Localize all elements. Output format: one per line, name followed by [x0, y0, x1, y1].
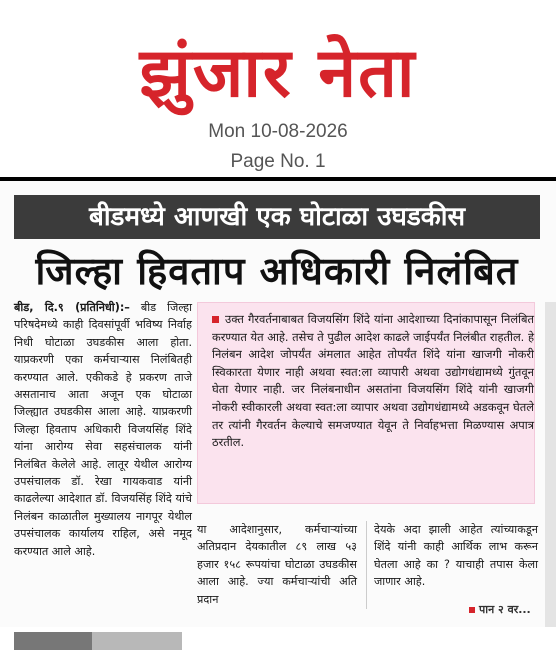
article-column-1 — [14, 299, 192, 560]
article-column-3: देयके अदा झाली आहेत त्यांच्याकडून शिंदे यांनी काही आर्थिक लाभ करून घेतला आहे का ? याचाही तपास केला जाणार आहे. — [374, 523, 538, 589]
page-number: Page No. 1 — [230, 151, 326, 172]
bullet-square-icon — [212, 316, 219, 323]
adjacent-column-edge — [545, 302, 556, 650]
article-column-2: या आदेशानुसार, कर्मचाऱ्यांच्या अतिप्रदान देयकातील ८९ लाख ५३ हजार १५८ रूपयांचा घोटाळा उघडकीस आला आहे. ज्या कर्मचाऱ्यांची अति प्रदान — [197, 523, 357, 606]
continued-text: पान २ वर... — [479, 603, 531, 616]
next-article-photo — [14, 632, 92, 650]
column-1-text: बीड जिल्हा परिषदेमध्ये काही दिवसांपूर्वी भविष्य निर्वाह निधी घोटाळा उघडकीस आला होता. याप्रकरणी एका कर्मचाऱ्यास निलंबितही करण्यात आले. एकीकडे हे प्रकरण ताजे असतानाच आता अजून एक घोटाळा जिल्ह्यात उघडकीस आला आहे. याप्रकरणी जिल्हा हिवताप अधिकारी विजयसिंह शिंदे यांना आरोग्य सेवा सहसंचालक यांनी निलंबित केलेले आहे. लातूर येथील आरोग्य उपसंचालक डॉ. रेखा गायकवाड यांनी काढलेल्या आदेशात डॉ. विजयसिंह शिंदे यांचे निलंबन काळातील मुख्यालय नागपूर येथील उपसंचालक कार्यालय राहिल, असे नमूद करण्यात आले आहे. — [14, 301, 192, 558]
column-divider — [366, 521, 367, 609]
highlight-text: उक्त गैरवर्तनाबाबत विजयसिंग शिंदे यांना आदेशाच्या दिनांकापासून निलंबित करण्यात येत आहे. तसेच ते पुढील आदेश काढले जाईपर्यंत निलंबीत राहतील. हे निलंबन आदेश जोपर्यंत अंमलात आहेत तोपर्यंत शिंदे यांना खाजगी नोकरी स्विकारता येणार नाही अथवा स्वत:ला व्यापारी अथवा उद्योगधंद्यामध्ये गुंतवून घेता येणार नाही. जर निलंबनाधीन असतांना विजयसिंग शिंदे यांनी खाजगी नोकरी स्वीकारली अथवा स्वत:ला व्यापार अथवा उद्योगधंद्यामध्ये अडकवून घेतले तर त्यांनी गैरवर्तन केल्याचे समजण्यात येवून ते निर्वाहभत्ता मिळण्यास अपात्र ठरतील. — [212, 312, 534, 450]
article-headline: जिल्हा हिवताप अधिकारी निलंबित — [35, 249, 519, 293]
issue-date: Mon 10-08-2026 — [208, 121, 348, 142]
masthead — [0, 0, 556, 178]
article-kicker: बीडमध्ये आणखी एक घोटाळा उघडकीस — [14, 195, 540, 239]
newspaper-logo: झुंजार नेता — [139, 34, 417, 113]
highlight-text-block — [212, 311, 534, 452]
highlight-box — [197, 302, 535, 504]
continued-marker — [469, 602, 531, 617]
news-clipping — [0, 181, 556, 650]
next-article-photo-2 — [92, 632, 182, 650]
bullet-square-icon — [469, 607, 475, 613]
article-dateline: बीड, दि.९ (प्रतिनिधी):– — [14, 301, 130, 314]
